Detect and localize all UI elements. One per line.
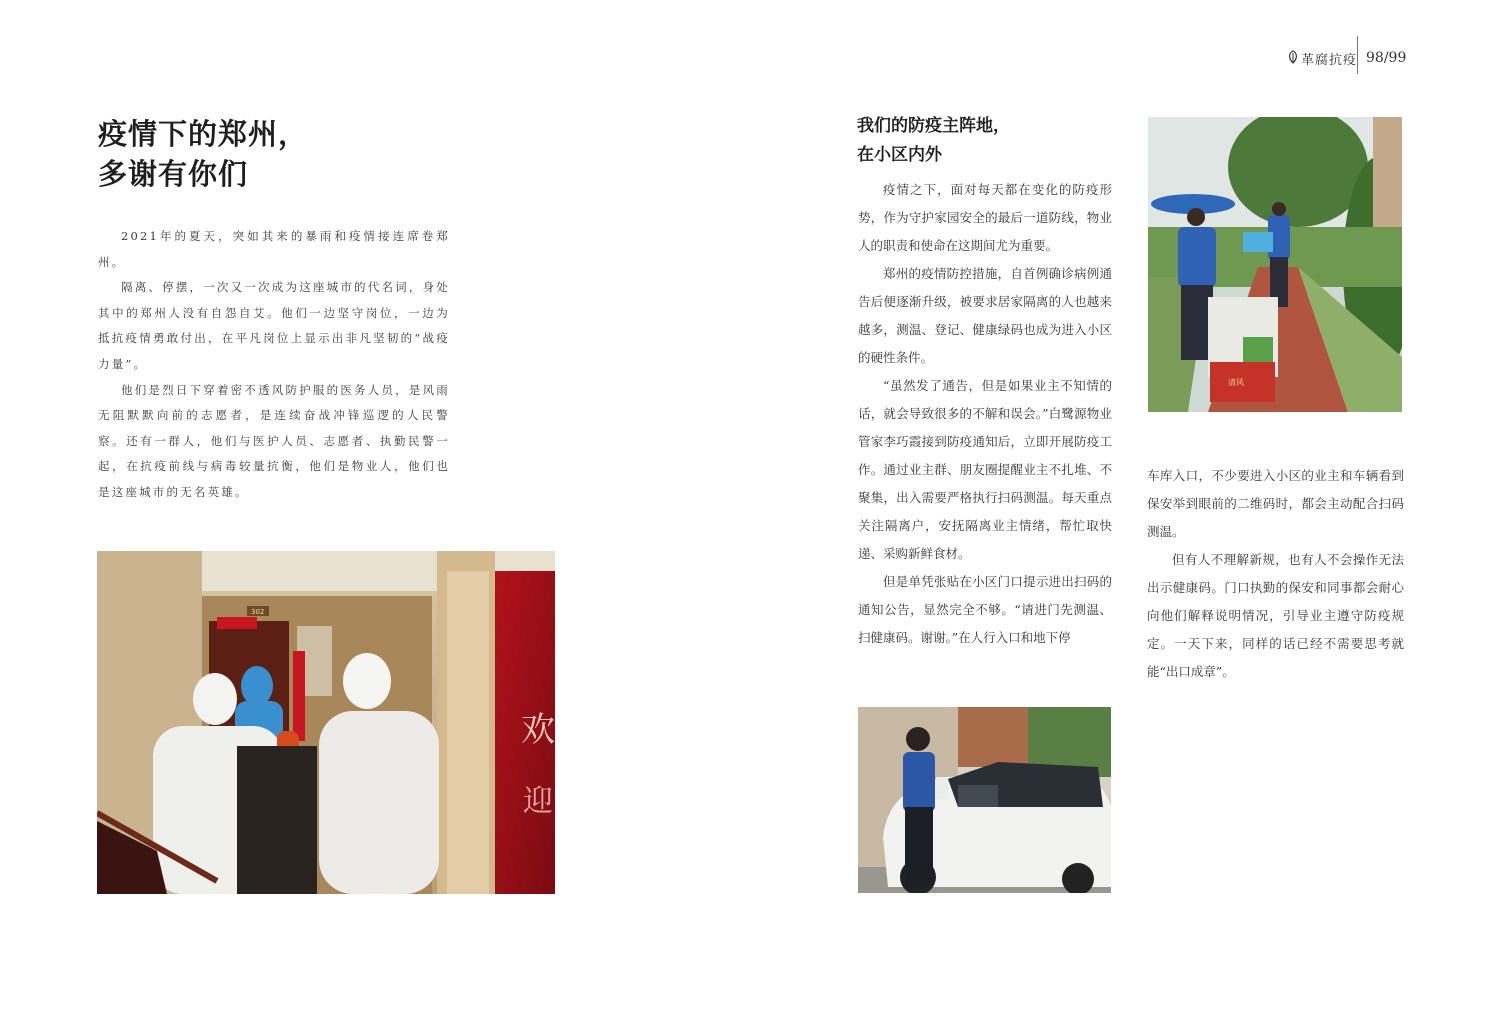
section-title: 革腐抗疫 [1301,53,1358,68]
section-subtitle-line: 我们的防疫主阵地， [857,116,1010,136]
page-numbers: 98/99 [1366,50,1407,66]
body-column-2 [1147,462,1404,686]
section-subtitle-line: 在小区内外 [857,145,942,165]
intro-paragraph: 隔离、停摆，一次又一次成为这座城市的代名词，身处其中的郑州人没有自怨自艾。他们一边坚守岗位，一边为抵抗疫情勇敢付出，在平凡岗位上显示出非凡坚韧的“战疫力量”。 [98,280,450,371]
article-title-line: 多谢有你们 [98,157,249,191]
intro-paragraph: 他们是烈日下穿着密不透风防护服的医务人员，是风雨无阻默默向前的志愿者，是连续奋战冲锋巡逻的人民警察。还有一群人，他们与医护人员、志愿者、执勤民警一起，在抗疫前线与病毒较量抗衡，他们是物业人，他们也是这座城市的无名英雄。 [98,382,450,499]
intro-text [98,224,450,506]
leaf-logo-icon [1286,50,1300,64]
header-divider [1357,36,1358,74]
banner-text: 迎 [523,784,553,819]
photo-guard-at-car [858,707,1111,893]
body-paragraph: 车库入口，不少要进入小区的业主和车辆看到保安举到眼前的二维码时，都会主动配合扫码测温。 [1147,468,1404,539]
section-subtitle [857,112,1117,170]
body-paragraph: 疫情之下，面对每天都在变化的防疫形势，作为守护家园安全的最后一道防线，物业人的职责和使命在这期间尤为重要。 [858,182,1112,253]
article-title-line: 疫情下的郑州， [98,117,309,151]
door-number: 302 [251,608,265,616]
intro-paragraph: 2021年的夏天，突如其来的暴雨和疫情接连席卷郑州。 [98,229,450,269]
photo-delivery-cart [1148,117,1402,412]
photo-medical-workers [97,551,555,894]
body-paragraph: 郑州的疫情防控措施，自首例确诊病例通告后便逐渐升级，被要求居家隔离的人也越来越多，测温、登记、健康绿码也成为进入小区的硬性条件。 [858,266,1112,365]
body-paragraph: 但有人不理解新规，也有人不会操作无法出示健康码。门口执勤的保安和同事都会耐心向他们解释说明情况，引导业主遵守防疫规定。一天下来，同样的话已经不需要思考就能“出口成章”。 [1147,552,1404,679]
body-column-1 [858,176,1112,652]
box-label: 清风 [1228,378,1244,387]
article-title [98,114,458,194]
banner-text: 欢 [521,710,555,750]
body-paragraph: “虽然发了通告，但是如果业主不知情的话，就会导致很多的不解和误会。”白鹭源物业管家李巧霞接到防疫通知后，立即开展防疫工作。通过业主群、朋友圈提醒业主不扎堆、不聚集，出入需要严格执行扫码测温。每天重点关注隔离户，安抚隔离业主情绪，帮忙取快递、采购新鲜食材。 [858,378,1112,561]
body-paragraph: 但是单凭张贴在小区门口提示进出扫码的通知公告，显然完全不够。“请进门先测温、扫健康码。谢谢。”在人行入口和地下停 [858,574,1112,645]
